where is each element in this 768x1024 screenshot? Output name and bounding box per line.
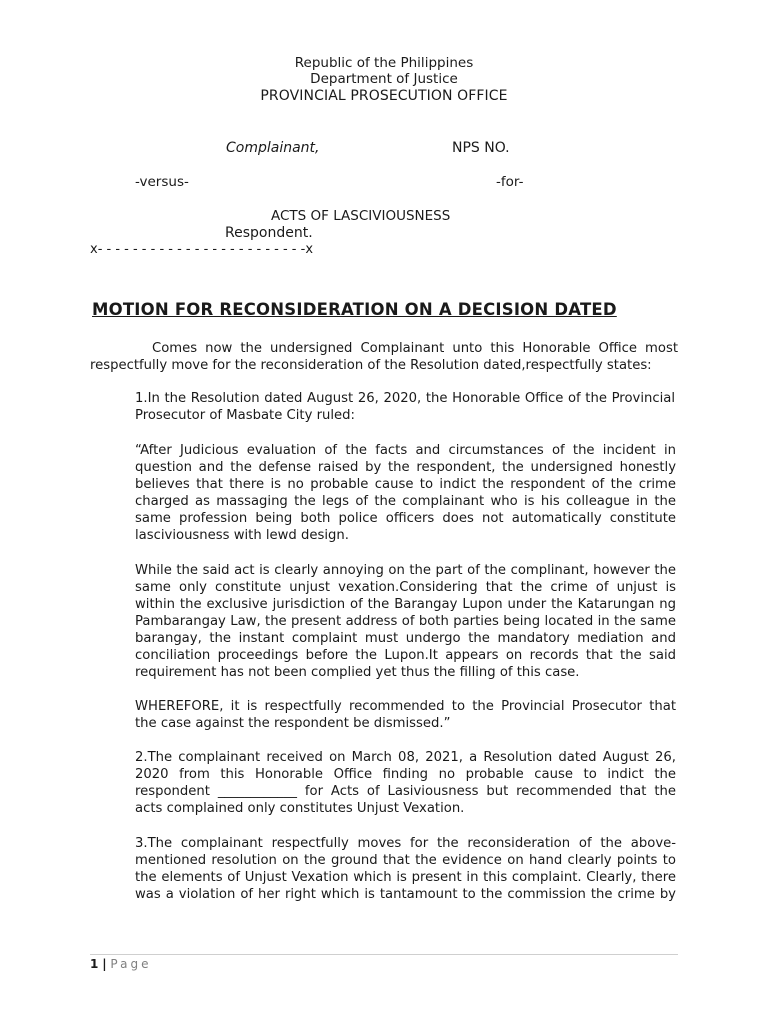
paragraph-3 — [135, 835, 676, 903]
quote-line: barangay, the instant complaint must undergo the mandatory mediation and — [135, 631, 676, 646]
header-republic: Republic of the Philippines — [294, 55, 474, 71]
quote-line: same profession being both police officers does not automatically constitute — [135, 511, 676, 526]
quoted-ruling-paragraph-3 — [135, 698, 676, 732]
paragraph-1-line: Prosecutor of Masbate City ruled: — [135, 408, 355, 423]
quote-line: “After Judicious evaluation of the facts and circumstances of the incident in — [135, 443, 676, 458]
paragraph-3-line: mentioned resolution on the ground that the evidence on hand clearly points to — [135, 853, 676, 868]
paragraph-2-line: 2020 from this Honorable Office finding no probable cause to indict the — [135, 767, 676, 782]
page-separator: | — [102, 957, 107, 971]
paragraph-1-line: 1.In the Resolution dated August 26, 2020, the Honorable Office of the Provincial — [135, 391, 675, 406]
quote-line: requirement has not been complied yet thus the filling of this case. — [135, 665, 580, 680]
header-office: PROVINCIAL PROSECUTION OFFICE — [260, 88, 508, 104]
header-department: Department of Justice — [310, 71, 458, 87]
quoted-ruling-paragraph-1 — [135, 442, 676, 544]
quote-line: same only constitute unjust vexation.Considering that the crime of unjust is — [135, 580, 676, 595]
quote-line: While the said act is clearly annoying on the part of the complinant, however the — [135, 563, 676, 578]
paragraph-3-line: 3.The complainant respectfully moves for the reconsideration of the above- — [135, 836, 676, 851]
paragraph-2-line: respondent ____________ for Acts of Lasiviousness but recommended that the — [135, 784, 676, 799]
caption-separator: x- - - - - - - - - - - - - - - - - - - - - - - -x — [90, 242, 314, 257]
footer-divider — [90, 954, 678, 955]
intro-line: respectfully move for the reconsideration of the Resolution dated,respectfully states: — [90, 358, 652, 373]
caption-offense: ACTS OF LASCIVIOUSNESS — [271, 208, 451, 224]
quote-line: believes that there is no probable cause to indict the respondent of the crime — [135, 477, 676, 492]
paragraph-2 — [135, 749, 676, 817]
page-label: Page — [110, 957, 152, 971]
quote-line: Pambarangay Law, the present address of both parties being located in the same — [135, 614, 676, 629]
quote-line: conciliation proceedings before the Lupon.It appears on records that the said — [135, 648, 676, 663]
paragraph-3-line: the elements of Unjust Vexation which is present in this complaint. Clearly, there — [135, 870, 676, 885]
quote-line: the case against the respondent be dismissed.” — [135, 716, 451, 731]
caption-complainant: Complainant, — [226, 140, 320, 156]
quote-line: question and the defense raised by the respondent, the undersigned honestly — [135, 460, 676, 475]
page-number: 1 — [90, 957, 99, 971]
quote-line: lasciviousness with lewd design. — [135, 528, 349, 543]
quoted-ruling-paragraph-2 — [135, 562, 676, 681]
intro-paragraph — [90, 340, 678, 374]
paragraph-2-line: acts complained only constitutes Unjust Vexation. — [135, 801, 465, 816]
intro-line: Comes now the undersigned Complainant unto this Honorable Office most — [152, 341, 678, 356]
quote-line: charged as massaging the legs of the complainant who is his colleague in the — [135, 494, 676, 509]
paragraph-2-line: 2.The complainant received on March 08, 2021, a Resolution dated August 26, — [135, 750, 676, 765]
caption-for: -for- — [496, 174, 524, 190]
caption-nps-no: NPS NO. — [452, 140, 510, 156]
quote-line: within the exclusive jurisdiction of the Barangay Lupon under the Katarungan ng — [135, 597, 676, 612]
paragraph-3-line: was a violation of her right which is tantamount to the commission the crime by — [135, 887, 676, 902]
page-footer — [90, 957, 151, 971]
caption-versus: -versus- — [135, 174, 189, 190]
quote-line: WHEREFORE, it is respectfully recommended to the Provincial Prosecutor that — [135, 699, 676, 714]
paragraph-1 — [135, 390, 675, 424]
document-title: MOTION FOR RECONSIDERATION ON A DECISION DATED — [92, 300, 617, 319]
caption-respondent: Respondent. — [225, 225, 313, 241]
